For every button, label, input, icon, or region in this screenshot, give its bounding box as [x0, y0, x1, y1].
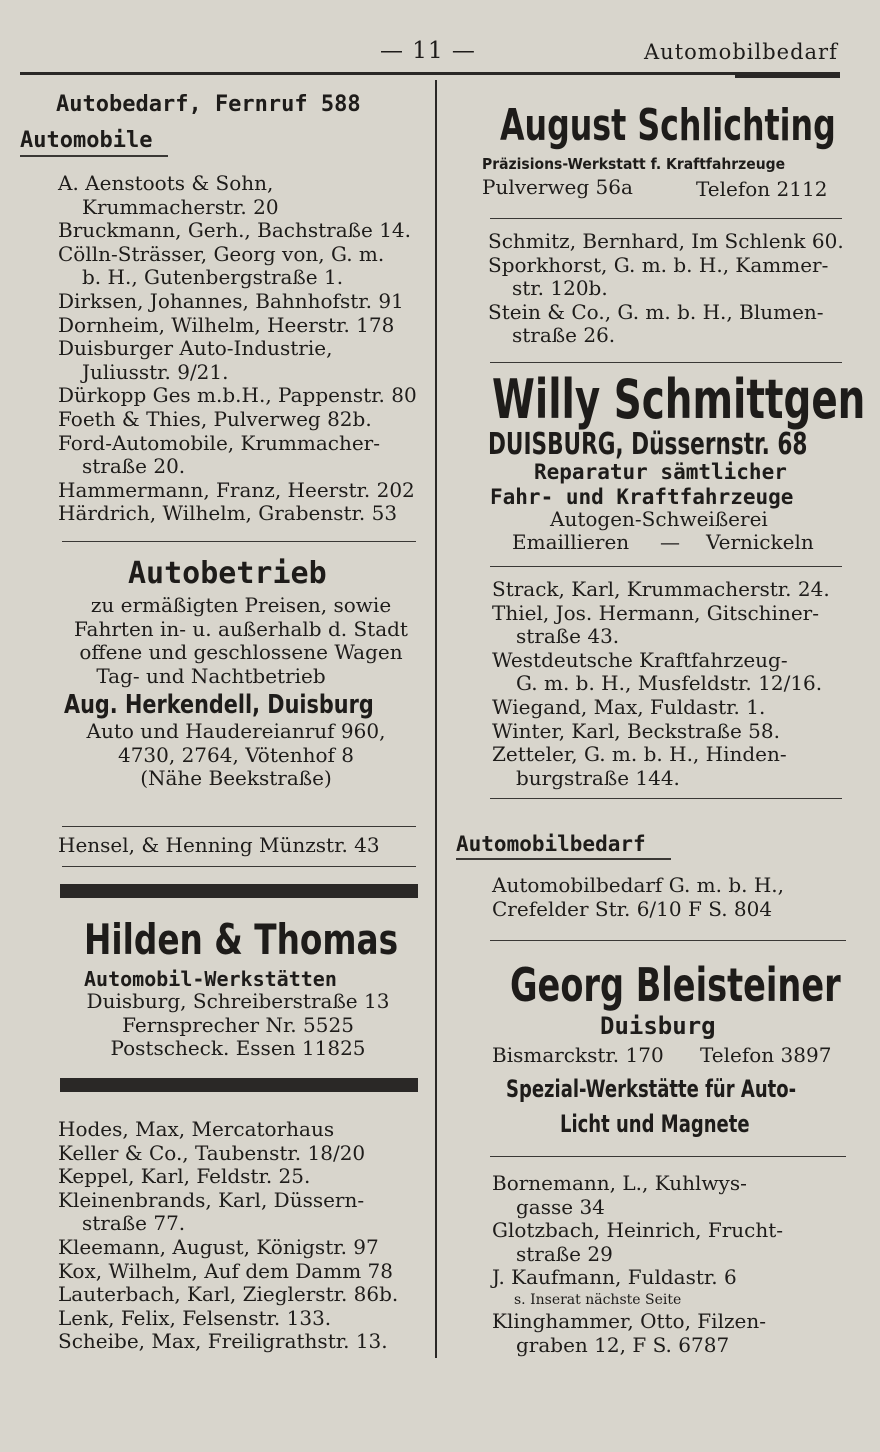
list-item: Cölln-Strässer, Georg von, G. m. [58, 241, 385, 266]
list-item: Crefelder Str. 6/10 F S. 804 [492, 896, 773, 921]
list-item: graben 12, F S. 6787 [516, 1332, 730, 1357]
column-divider [435, 80, 437, 1358]
schlichting-title: August Schlichting [500, 100, 836, 151]
ad-line: Tag- und Nachtbetrieb [96, 663, 326, 688]
schmittgen-title: Willy Schmittgen [492, 368, 866, 431]
list-item: A. Aenstoots & Sohn, [58, 171, 274, 195]
schmittgen-line4dash: — [660, 530, 680, 554]
list-item: Automobilbedarf G. m. b. H., [492, 873, 785, 897]
bleisteiner-address: Bismarckstr. 170 [492, 1043, 664, 1067]
list-item: Klinghammer, Otto, Filzen- [492, 1309, 766, 1333]
entries-list-2 [58, 1118, 398, 1354]
list-item: straße 43. [516, 624, 620, 649]
list-item: Lenk, Felix, Felsenstr. 133. [58, 1305, 332, 1330]
list-item: J. Kaufmann, Fuldastr. 6 [492, 1265, 737, 1290]
header-rule-thick [735, 73, 840, 78]
schmittgen-line1: Reparatur sämtlicher [534, 460, 787, 484]
list-item: Juliusstr. 9/21. [82, 359, 229, 384]
list-item: Thiel, Jos. Hermann, Gitschiner- [492, 600, 819, 625]
list-item: Glotzbach, Heinrich, Frucht- [492, 1218, 784, 1243]
kaufmann-note: s. Inserat nächste Seite [514, 1292, 682, 1308]
ad-line: (Nähe Beekstraße) [140, 766, 332, 791]
bleisteiner-line2: Licht und Magnete [560, 1110, 750, 1138]
schlichting-subtitle: Präzisions-Werkstatt f. Kraftfahrzeuge [482, 155, 786, 173]
running-title: Automobilbedarf [644, 40, 838, 64]
bleisteiner-title: Georg Bleisteiner [510, 958, 841, 1012]
entries-list-4 [492, 578, 830, 790]
list-item: Lauterbach, Karl, Zieglerstr. 86b. [58, 1282, 399, 1307]
separator [490, 798, 842, 799]
list-item: burgstraße 144. [516, 765, 680, 790]
list-item: Kox, Wilhelm, Auf dem Damm 78 [58, 1258, 393, 1283]
list-item: Hammermann, Franz, Heerstr. 202 [58, 477, 415, 502]
list-item: Dürkopp Ges m.b.H., Pappenstr. 80 [58, 383, 417, 408]
ad-line: Auto und Haudereianruf 960, [86, 719, 386, 743]
schlichting-address: Pulverweg 56a [482, 175, 633, 199]
schmittgen-line4a: Emaillieren [512, 530, 630, 554]
autobedarf-heading: Autobedarf, Fernruf 588 [56, 92, 361, 117]
entries-list-5 [492, 1172, 783, 1290]
list-item: Bornemann, L., Kuhlwys- [492, 1171, 747, 1195]
list-item: b. H., Gutenbergstraße 1. [82, 265, 344, 290]
ad-line: Fernsprecher Nr. 5525 [122, 1012, 354, 1037]
list-item: Krummacherstr. 20 [82, 194, 279, 219]
hilden-bottom-bar [60, 1078, 418, 1092]
separator [490, 362, 842, 363]
schmittgen-line3: Autogen-Schweißerei [550, 507, 768, 531]
separator [490, 218, 842, 219]
automobilbedarf-entry [492, 874, 784, 921]
list-item: straße 29 [516, 1241, 613, 1266]
list-item: Foeth & Thies, Pulverweg 82b. [58, 406, 372, 431]
list-item: Strack, Karl, Krummacherstr. 24. [492, 577, 830, 601]
schmittgen-city: DUISBURG, Düssernstr. 68 [488, 427, 808, 462]
automobile-underline [20, 155, 168, 157]
schlichting-phone: Telefon 2112 [696, 177, 828, 201]
autobetrieb-lines [58, 594, 424, 688]
list-item: Kleinenbrands, Karl, Düssern- [58, 1187, 365, 1212]
separator [62, 866, 416, 867]
schmittgen-line2: Fahr- und Kraftfahrzeuge [490, 485, 794, 509]
list-item: Hodes, Max, Mercatorhaus [58, 1117, 335, 1141]
ad-line: 4730, 2764, Vötenhof 8 [117, 742, 355, 767]
list-item: Kleemann, August, Königstr. 97 [58, 1234, 379, 1259]
herkendell-firm: Aug. Herkendell, Duisburg [64, 690, 374, 720]
herkendell-contact [58, 720, 414, 791]
list-item: Winter, Karl, Beckstraße 58. [492, 718, 780, 743]
list-item: gasse 34 [516, 1194, 605, 1219]
hilden-lines [60, 990, 416, 1061]
list-item: Bruckmann, Gerh., Bachstraße 14. [58, 218, 411, 243]
bleisteiner-city: Duisburg [600, 1012, 716, 1040]
hilden-subtitle: Automobil-Werkstätten [84, 967, 337, 991]
list-item: Wiegand, Max, Fuldastr. 1. [492, 694, 766, 719]
list-item: Schmitz, Bernhard, Im Schlenk 60. [488, 229, 844, 253]
list-item: Westdeutsche Kraftfahrzeug- [492, 647, 788, 672]
list-item: Härdrich, Wilhelm, Grabenstr. 53 [58, 501, 398, 526]
bleisteiner-line1: Spezial-Werkstätte für Auto- [506, 1075, 797, 1103]
automobile-heading: Automobile [20, 128, 153, 153]
hilden-top-bar [60, 884, 418, 898]
header-rule [20, 72, 840, 75]
entries-list-3 [488, 230, 844, 348]
automobilbedarf-underline [456, 858, 671, 860]
list-item: straße 77. [82, 1211, 186, 1236]
separator [62, 826, 416, 827]
list-item: straße 20. [82, 454, 186, 479]
separator [490, 566, 842, 567]
list-item: Sporkhorst, G. m. b. H., Kammer- [488, 252, 829, 277]
ad-line: Fahrten in- u. außerhalb d. Stadt [74, 616, 408, 641]
list-item: Keppel, Karl, Feldstr. 25. [58, 1164, 311, 1189]
ad-line: Postscheck. Essen 11825 [110, 1036, 366, 1061]
list-item: Duisburger Auto-Industrie, [58, 336, 333, 361]
page-number: — 11 — [380, 38, 476, 64]
ad-line: offene und geschlossene Wagen [79, 640, 403, 665]
list-item: Stein & Co., G. m. b. H., Blumen- [488, 299, 824, 324]
separator [490, 1156, 846, 1157]
autobetrieb-title: Autobetrieb [128, 556, 327, 591]
list-item: Dornheim, Wilhelm, Heerstr. 178 [58, 312, 395, 337]
schmittgen-line4b: Vernickeln [706, 530, 814, 554]
hilden-title: Hilden & Thomas [84, 915, 399, 964]
ad-line: zu ermäßigten Preisen, sowie [90, 593, 392, 617]
list-item: str. 120b. [512, 276, 608, 301]
list-item: Ford-Automobile, Krummacher- [58, 430, 380, 455]
separator [490, 940, 846, 941]
list-item: Zetteler, G. m. b. H., Hinden- [492, 742, 787, 767]
hensel-entry: Hensel, & Henning Münzstr. 43 [58, 833, 380, 857]
ad-line: Duisburg, Schreiberstraße 13 [86, 989, 390, 1013]
list-item: Dirksen, Johannes, Bahnhofstr. 91 [58, 288, 404, 313]
bleisteiner-phone: Telefon 3897 [700, 1043, 832, 1067]
list-item: Scheibe, Max, Freiligrathstr. 13. [58, 1329, 388, 1354]
list-item: Keller & Co., Taubenstr. 18/20 [58, 1140, 366, 1165]
entries-list-1 [58, 172, 417, 526]
list-item: G. m. b. H., Musfeldstr. 12/16. [516, 671, 823, 696]
automobilbedarf-heading: Automobilbedarf [456, 832, 646, 856]
separator [62, 541, 416, 542]
entries-list-6 [492, 1310, 766, 1357]
list-item: straße 26. [512, 323, 616, 348]
